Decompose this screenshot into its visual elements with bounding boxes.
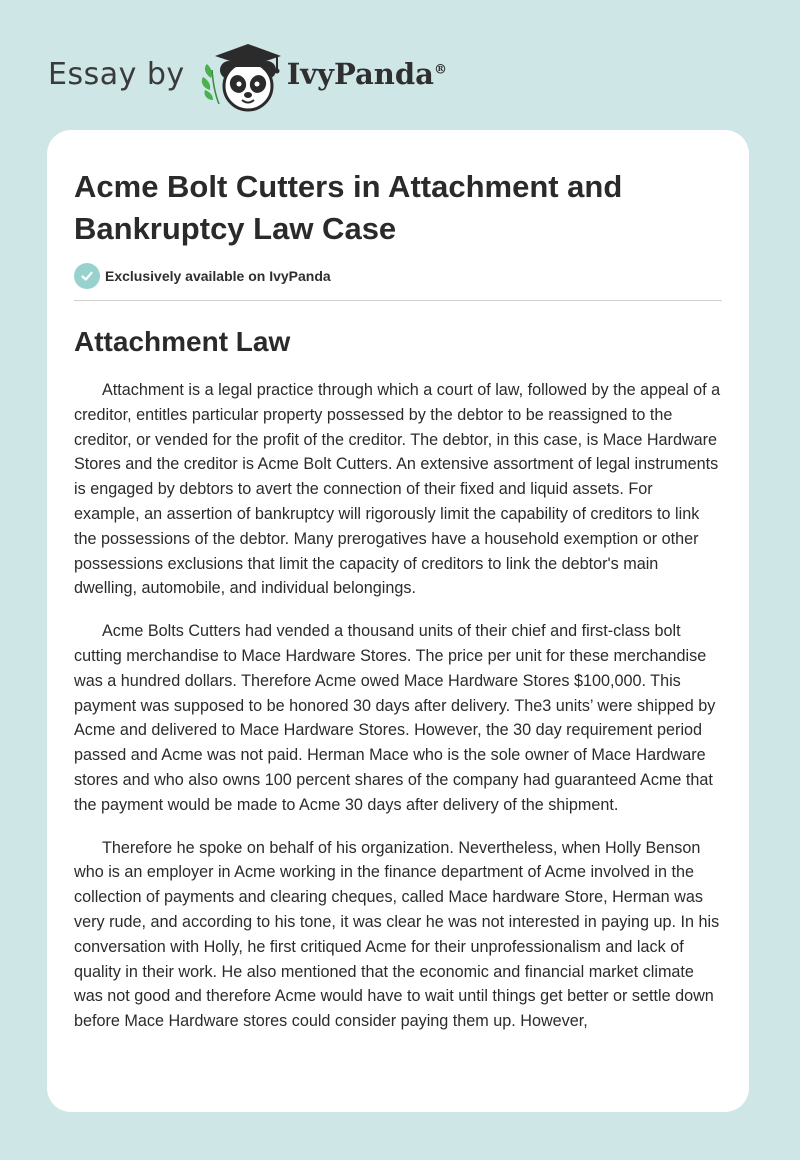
section-heading: Attachment Law — [74, 326, 291, 357]
brand-header[interactable] — [48, 34, 447, 114]
exclusive-label: Exclusively available on IvyPanda — [105, 268, 331, 284]
brand-name: IvyPanda® — [286, 57, 447, 91]
paragraph: Attachment is a legal practice through which a court of law, followed by the appeal of a creditor, entitles particular property possessed by the debtor to be reassigned to the creditor, or vended for the profit of the creditor. The debtor, in this case, is Mace Hardware Stores and the creditor is Acme Bolt Cutters. An extensive assortment of legal instruments is engaged by debtors to avert the connection of their fixed and liquid assets. For example, an assertion of bankruptcy will rigorously limit the capability of creditors to link the possessions of the debtor. Many prerogatives have a household exemption or other possessions exclusions that limit the capacity of creditors to link the debtor's main dwelling, automobile, and individual belongings. — [74, 381, 721, 598]
article-card — [47, 130, 749, 1112]
exclusive-badge — [74, 263, 722, 289]
divider — [74, 300, 722, 301]
paragraph: Therefore he spoke on behalf of his organization. Nevertheless, when Holly Benson who is an employer in Acme working in the finance department of Acme involved in the collection of payments and clearing cheques, called Mace hardware Store, Herman was very rude, and according to his tone, it was clear he was not interested in paying up. In his conversation with Holly, he first critiqued Acme for their unprofessionalism and lack of quality in their work. He also mentioned that the economic and financial market climate was not good and therefore Acme would have to wait until things get better or settle down before Mace Hardware stores could consider paying them up. However, — [74, 838, 720, 1031]
check-circle-icon — [74, 263, 100, 289]
paragraph: Acme Bolts Cutters had vended a thousand units of their chief and first-class bolt cutting merchandise to Mace Hardware Stores. The price per unit for these merchandise was a hundred dollars. Therefore Acme owed Mace Hardware Stores $100,000. This payment was supposed to be honored 30 days after delivery. The3 units’ were shipped by Acme and delivered to Mace Hardware Stores. However, the 30 day requirement period passed and Acme was not paid. Herman Mace who is the sole owner of Mace Hardware stores and who also owns 100 percent shares of the company had guaranteed Acme that the payment would be made to Acme 30 days after delivery of the shipment. — [74, 622, 716, 814]
article-title: Acme Bolt Cutters in Attachment and Bankruptcy Law Case — [74, 169, 623, 246]
brand-prefix: Essay by — [48, 56, 185, 92]
panda-logo-icon — [197, 34, 293, 114]
